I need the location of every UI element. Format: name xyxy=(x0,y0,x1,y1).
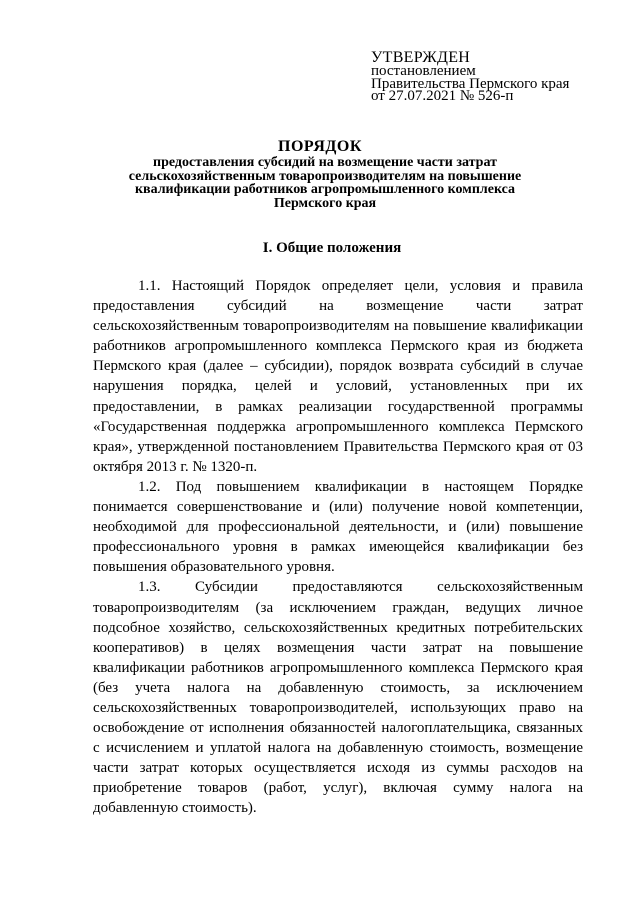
paragraph-1-2: 1.2. Под повышением квалификации в настоящем Порядке понимается совершенствование и (или) получение новой компетенции, необходимой для профессиональной деятельности, и (или) повышение профессионального уровня в рамках имеющейся квалификации без повышения образовательного уровня. xyxy=(93,478,583,576)
approval-line-1: постановлением xyxy=(371,63,476,79)
document-title: ПОРЯДОК xyxy=(278,138,362,155)
document-subtitle: предоставления субсидий на возмещение части затрат сельскохозяйственным товаропроизводителям на повышение квалификации работников агропромышленного комплекса Пермского края xyxy=(128,155,522,211)
document-body xyxy=(93,276,583,819)
paragraph-1-1: 1.1. Настоящий Порядок определяет цели, условия и правила предоставления субсидий на возмещение части затрат сельскохозяйственным товаропроизводителям на повышение квалификации работников агропромышленного комплекса Пермского края из бюджета Пермского края (далее – субсидии), порядок возврата субсидий в случае нарушения порядка, целей и условий, установленных при их предоставлении, в рамках реализации государственной программы «Государственная поддержка агропромышленного комплекса Пермского края», утвержденной постановлением Правительства Пермского края от 03 октября 2013 г. № 1320-п. xyxy=(93,278,583,475)
paragraph-1-3: 1.3. Субсидии предоставляются сельскохозяйственным товаропроизводителям (за исключением граждан, ведущих личное подсобное хозяйство, сельскохозяйственных кредитных потребительских кооперативов) в целях возмещения части затрат на повышение квалификации работников агропромышленного комплекса Пермского края (без учета налога на добавленную стоимость, за исключением сельскохозяйственных товаропроизводителей, использующих право на освобождение от исполнения обязанностей налогоплательщика, связанных с исчислением и уплатой налога на добавленную стоимость, возмещение части затрат которых осуществляется исходя из суммы расходов на приобретение товаров (работ, услуг), включая сумму налога на добавленную стоимость). xyxy=(93,579,583,817)
section-heading: I. Общие положения xyxy=(262,240,402,256)
approval-line-3: от 27.07.2021 № 526-п xyxy=(371,88,514,104)
approval-stamp-title: УТВЕРЖДЕН xyxy=(371,49,471,66)
approval-stamp xyxy=(371,50,611,103)
approval-line-2: Правительства Пермского края xyxy=(371,75,570,92)
